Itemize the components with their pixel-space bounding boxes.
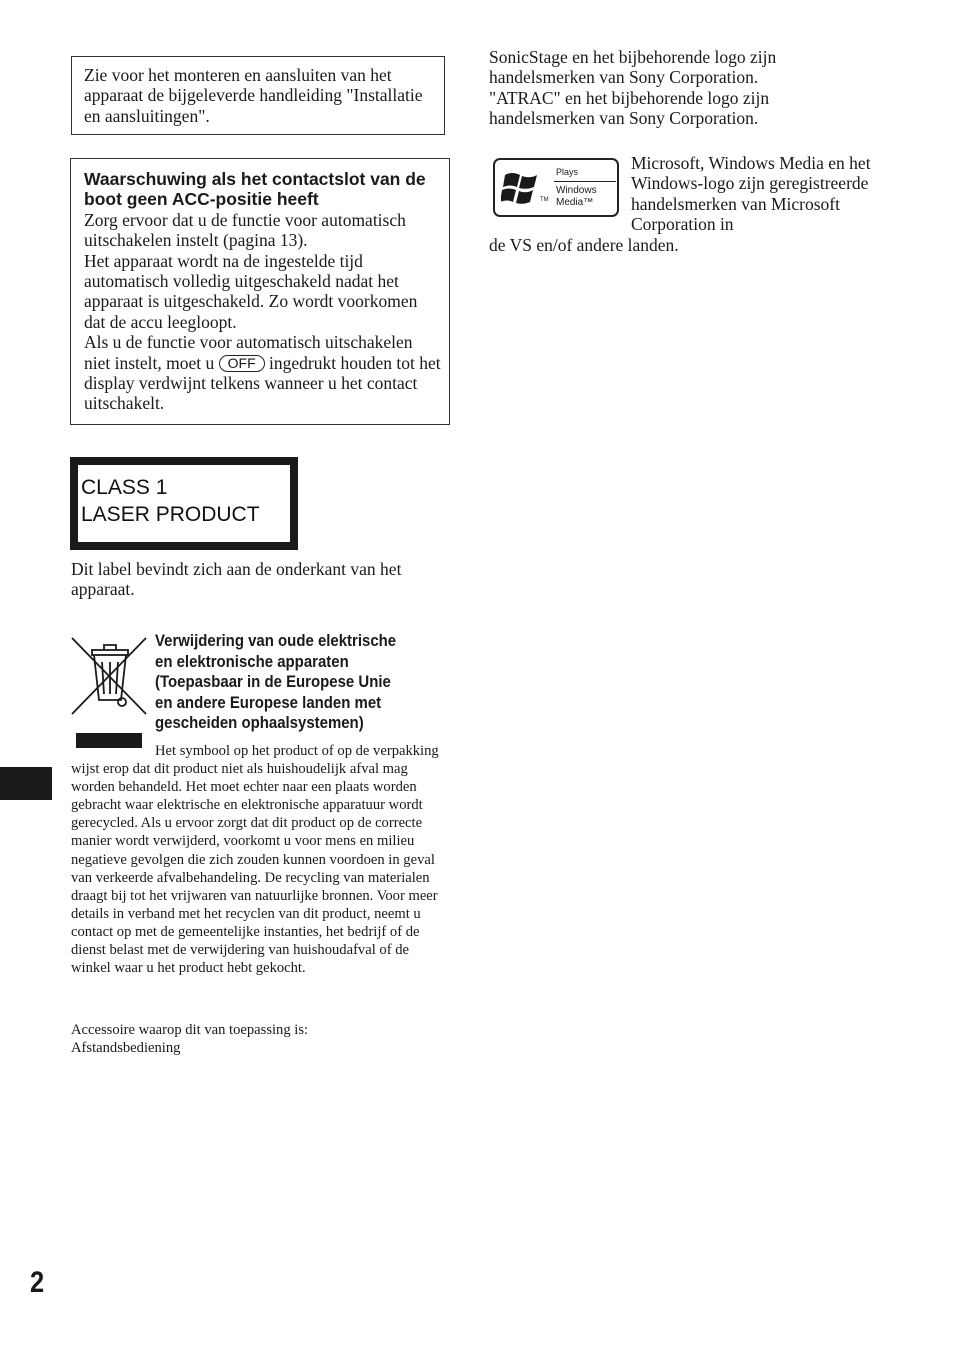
- warning-paragraph-3: [84, 332, 441, 414]
- wm-logo-media: Media™: [556, 197, 594, 208]
- warning-box: [70, 158, 450, 425]
- install-note-text: Zie voor het monteren en aansluiten van het apparaat de bijgeleverde handleiding "Installatie en aansluitingen".: [84, 65, 423, 126]
- warning-paragraph-2: Het apparaat wordt na de ingestelde tijd automatisch volledig uitgeschakeld nadat het apparaat is uitgeschakeld. Zo wordt voorkomen dat de accu leegloopt.: [84, 250, 418, 332]
- wm-logo-windows: Windows: [556, 185, 597, 196]
- page-number: 2: [30, 1266, 45, 1299]
- wm-logo-tm: TM: [540, 197, 549, 203]
- wm-logo-text: [556, 185, 597, 209]
- weee-accessory: Accessoire waarop dit van toepassing is: Afstandsbediening: [71, 1022, 309, 1057]
- warning-paragraph-1: Zorg ervoor dat u de functie voor automatisch uitschakelen instelt (pagina 13).: [84, 209, 406, 251]
- warning-title: Waarschuwing als het contactslot van de boot geen ACC-positie heeft: [84, 169, 426, 210]
- windows-flag-icon: [501, 167, 543, 209]
- laser-class-label: [70, 457, 298, 550]
- laser-label-line-1: CLASS 1: [81, 476, 168, 499]
- section-tab-marker: [0, 767, 52, 800]
- trademark-sonicstage: SonicStage en het bijbehorende logo zijn handelsmerken van Sony Corporation.: [489, 47, 777, 88]
- laser-label-line-2: LASER PRODUCT: [81, 503, 260, 526]
- off-key-symbol: OFF: [219, 355, 265, 372]
- crossed-out-bin-icon: [70, 636, 150, 750]
- install-note-box: [71, 56, 445, 135]
- wm-logo-divider: [554, 181, 616, 182]
- laser-label-text: [81, 474, 260, 528]
- warning-paragraph-3-end: ingedrukt houden tot het display verdwijnt telkens wanneer u het contact uitschakelt.: [84, 352, 441, 414]
- laser-caption: Dit label bevindt zich aan de onderkant van het apparaat.: [71, 559, 402, 600]
- trademark-microsoft-part-2: de VS en/of andere landen.: [489, 235, 679, 255]
- trademark-microsoft-part-1: Microsoft, Windows Media en het Windows-logo zijn geregistreerde handelsmerken van Microsoft Corporation in: [631, 153, 871, 235]
- wm-logo-plays: Plays: [556, 167, 579, 177]
- plays-windows-media-logo: [493, 158, 619, 217]
- weee-title: Verwijdering van oude elektrische en elektronische apparaten (Toepasbaar in de Europese Unie en andere Europese landen met gescheiden ophaalsystemen): [155, 631, 397, 733]
- weee-body: Het symbool op het product of op de verpakking wijst erop dat dit product niet als huishoudelijk afval mag worden behandeld. Het moet echter naar een plaats worden gebracht waar elektrische en elektronische apparatuur wordt gerecycled. Als u ervoor zorgt dat dit product op de correcte manier wordt verwijderd, voorkomt u voor mens en milieu negatieve gevolgen die zich zouden kunnen voordoen in geval van verkeerde afvalbehandeling. De recycling van materialen draagt bij tot het vrijwaren van natuurlijke bronnen. Voor meer details in verband met het recyclen van dit product, neemt u contact op met de gemeentelijke instanties, het bedrijf of de dienst belast met de verwijdering van huishoudafval of de winkel waar u het product hebt gekocht.: [71, 743, 439, 977]
- trademark-atrac: "ATRAC" en het bijbehorende logo zijn handelsmerken van Sony Corporation.: [489, 88, 770, 129]
- warning-paragraph-3-start: Als u de functie voor automatisch uitschakelen niet instelt, moet u: [84, 332, 413, 373]
